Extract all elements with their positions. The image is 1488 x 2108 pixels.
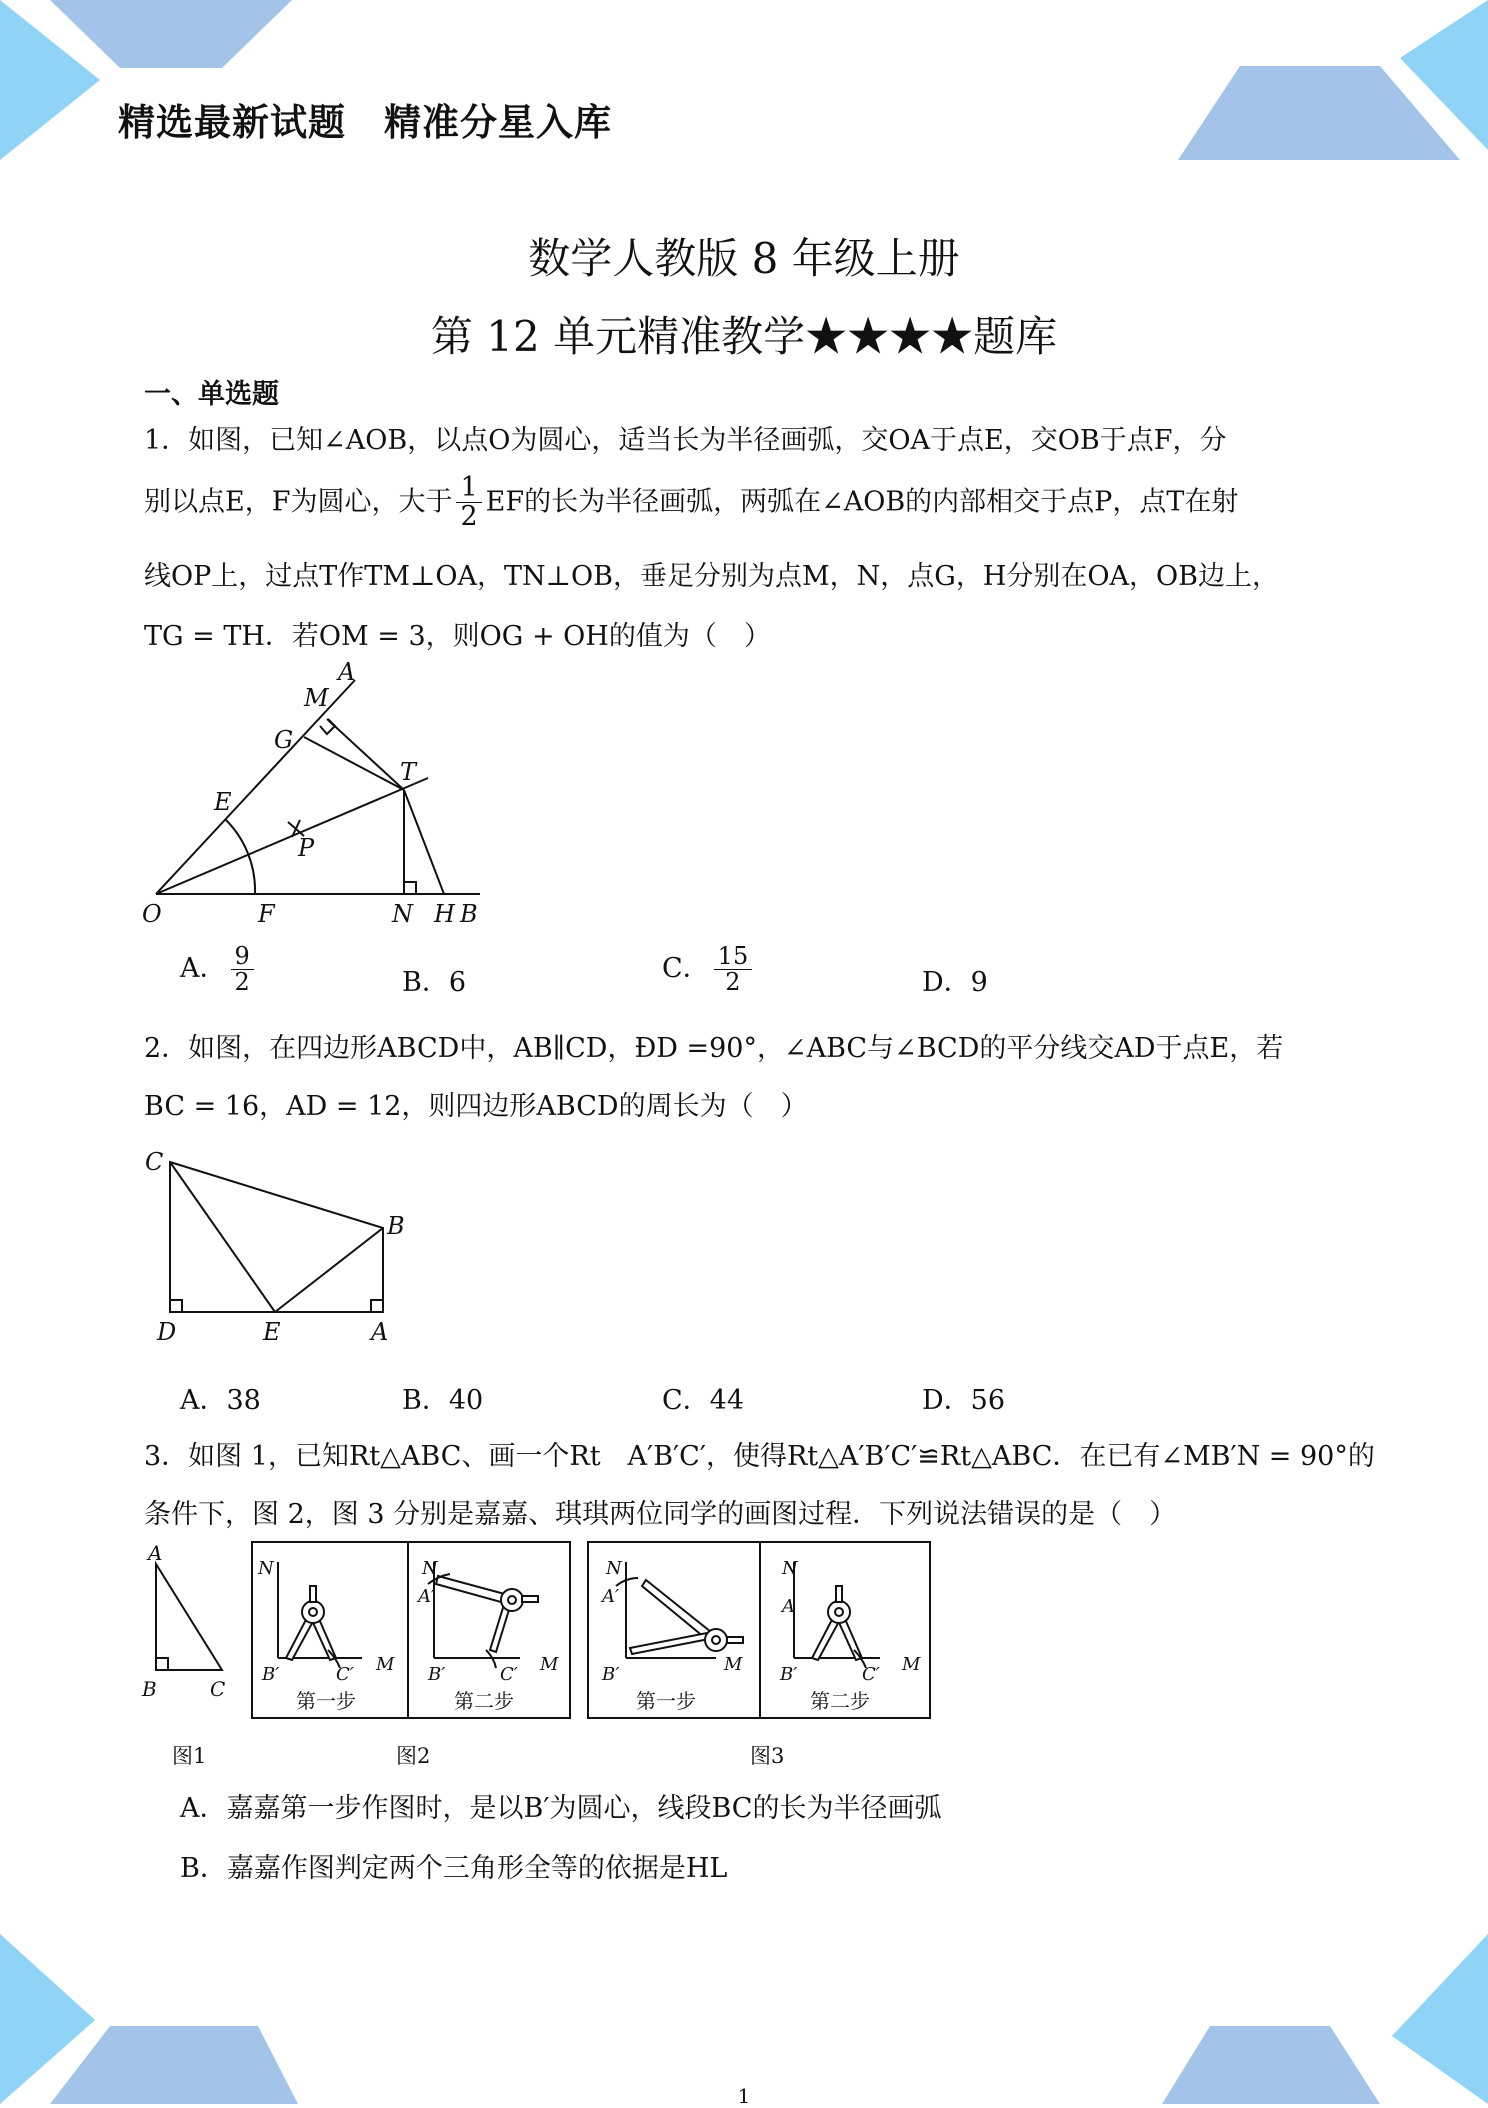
q1-text-line2 <box>144 474 1238 532</box>
q1-line2-part-b: EF的长为半径画弧，两弧在∠AOB的内部相交于点P，点T在射 <box>485 486 1239 518</box>
label-b-prime: B′ <box>602 1664 620 1685</box>
decor-bottom-right-triangle <box>1392 1934 1488 2104</box>
q2-option-c[interactable]: C．44 <box>662 1385 745 1416</box>
q1-text-line1: 1．如图，已知∠AOB，以点O为圆心，适当长为半径画弧，交OA于点E，交OB于点F，分 <box>144 425 1227 456</box>
fraction-numerator: 9 <box>231 944 254 970</box>
q1-text-line4: TG = TH．若OM = 3，则OG + OH的值为（ ） <box>144 621 771 652</box>
decor-top-left-trapezoid <box>50 0 292 68</box>
label-n: N <box>392 900 413 928</box>
compass-hinge-icon <box>828 1601 850 1623</box>
label-b-prime: B′ <box>262 1664 280 1685</box>
q3-option-b[interactable]: B．嘉嘉作图判定两个三角形全等的依据是HL <box>180 1853 728 1884</box>
compass-hinge-icon <box>501 1589 523 1611</box>
label-d: D <box>157 1318 177 1346</box>
q1-option-d[interactable]: D．9 <box>922 967 988 998</box>
triangle-abc <box>156 1564 222 1670</box>
option-label: C． <box>662 953 710 985</box>
fraction-numerator: 15 <box>714 944 753 970</box>
figure2-step1-label: 第一步 <box>296 1689 356 1713</box>
label-n: N <box>258 1558 274 1579</box>
right-angle-m <box>320 719 335 734</box>
label-b: B <box>387 1212 405 1240</box>
label-e: E <box>263 1318 281 1346</box>
quadrilateral-abcd <box>170 1162 383 1312</box>
caption-fig1: 图1 <box>172 1744 207 1768</box>
header-slogan: 精选最新试题 精准分星入库 <box>118 101 612 144</box>
q1-option-b[interactable]: B．6 <box>402 967 467 998</box>
arc-ef <box>225 819 255 894</box>
q1-option-a[interactable] <box>180 944 258 995</box>
figure3-step2-label: 第二步 <box>810 1689 870 1713</box>
label-m: M <box>724 1654 743 1675</box>
caption-fig2: 图2 <box>396 1744 431 1768</box>
q1-figure-angle-construction <box>130 660 490 930</box>
label-a-prime: A′ <box>602 1586 620 1607</box>
compass-handle <box>310 1586 316 1602</box>
q1-line2-part-a: 别以点E，F为圆心，大于 <box>144 486 453 518</box>
right-angle-n <box>404 882 416 894</box>
page-subtitle: 第 12 单元精准教学★★★★题库 <box>430 312 1058 361</box>
q3-figure2-jiajia-steps <box>250 1540 576 1722</box>
page-number: 1 <box>737 2084 751 2108</box>
option-label: A． <box>180 953 227 985</box>
ray-oa <box>156 680 355 894</box>
q1-option-c[interactable] <box>662 944 756 995</box>
compass-leg-lower <box>630 1632 714 1654</box>
section-heading: 一、单选题 <box>144 379 279 410</box>
fraction-numerator: 1 <box>456 474 481 503</box>
label-c-prime: C′ <box>500 1664 518 1685</box>
q2-option-a[interactable]: A．38 <box>180 1385 261 1416</box>
label-m: M <box>902 1654 921 1675</box>
q3-text-line1: 3．如图 1，已知Rt△ABC、画一个Rt A′B′C′，使得Rt△A′B′C′≌Rt△ABC．在已有∠MB′N = 90°的 <box>144 1441 1375 1472</box>
label-c: C <box>210 1677 226 1700</box>
label-b: B <box>460 900 478 928</box>
compass-handle <box>727 1637 743 1643</box>
q3-option-a[interactable]: A．嘉嘉第一步作图时，是以B′为圆心，线段BC的长为半径画弧 <box>180 1793 942 1824</box>
q2-figure-quadrilateral <box>135 1140 435 1350</box>
label-m: M <box>376 1654 395 1675</box>
label-a: A <box>371 1318 389 1346</box>
fraction-denominator: 2 <box>234 968 250 997</box>
decor-top-right-trapezoid <box>1178 66 1460 160</box>
label-f: F <box>258 900 275 928</box>
caption-fig3: 图3 <box>750 1744 785 1768</box>
label-b: B <box>142 1677 157 1700</box>
q2-option-d[interactable]: D．56 <box>922 1385 1006 1416</box>
q2-text-line2: BC = 16，AD = 12，则四边形ABCD的周长为（ ） <box>144 1091 808 1122</box>
label-n: N <box>606 1558 622 1579</box>
segment-be <box>275 1228 383 1312</box>
right-angle-a <box>371 1300 383 1312</box>
label-p: P <box>298 834 315 862</box>
label-n: N <box>422 1558 438 1579</box>
segment-ce <box>170 1162 275 1312</box>
label-h: H <box>434 900 455 928</box>
compass-handle <box>836 1586 842 1602</box>
label-n: N <box>782 1558 798 1579</box>
q3-text-line2: 条件下，图 2，图 3 分别是嘉嘉、琪琪两位同学的画图过程．下列说法错误的是（ ） <box>144 1499 1177 1530</box>
label-m: M <box>304 684 329 712</box>
compass-hinge-icon <box>705 1629 727 1651</box>
label-b-prime: B′ <box>780 1664 798 1685</box>
label-o: O <box>142 900 162 928</box>
label-b-prime: B′ <box>428 1664 446 1685</box>
fraction-denominator: 2 <box>460 501 478 533</box>
page-title: 数学人教版 8 年级上册 <box>528 234 960 283</box>
label-c-prime: C′ <box>862 1664 880 1685</box>
label-a: A <box>148 1541 163 1565</box>
segment-th <box>404 790 444 894</box>
label-c-prime: C′ <box>336 1664 354 1685</box>
label-a-prime: A′ <box>418 1586 436 1607</box>
label-a: A <box>338 660 356 686</box>
option-c-fraction <box>714 944 753 995</box>
q1-fraction-half <box>456 474 481 532</box>
label-m: M <box>540 1654 559 1675</box>
figure3-step1-label: 第一步 <box>636 1689 696 1713</box>
q1-text-line3: 线OP上，过点T作TM⊥OA，TN⊥OB，垂足分别为点M，N，点G，H分别在OA，OB边上， <box>144 561 1279 592</box>
right-angle-b <box>156 1658 168 1670</box>
q3-figure3-qiqi-steps <box>586 1540 934 1722</box>
q2-text-line1: 2．如图，在四边形ABCD中，AB∥CD，ÐD =90°，∠ABC与∠BCD的平分线交AD于点E，若 <box>144 1033 1284 1064</box>
compass-handle <box>522 1596 538 1602</box>
compass-hinge-icon <box>302 1601 324 1623</box>
right-angle-d <box>170 1300 182 1312</box>
label-g: G <box>274 726 294 754</box>
label-a: A <box>782 1596 795 1617</box>
figure2-step2-label: 第二步 <box>454 1689 514 1713</box>
label-t: T <box>400 758 417 786</box>
fraction-denominator: 2 <box>725 968 741 997</box>
label-e: E <box>214 788 232 816</box>
label-c: C <box>145 1148 164 1176</box>
q2-option-b[interactable]: B．40 <box>402 1385 484 1416</box>
q3-figure1-right-triangle <box>138 1540 238 1700</box>
option-a-fraction <box>231 944 254 995</box>
